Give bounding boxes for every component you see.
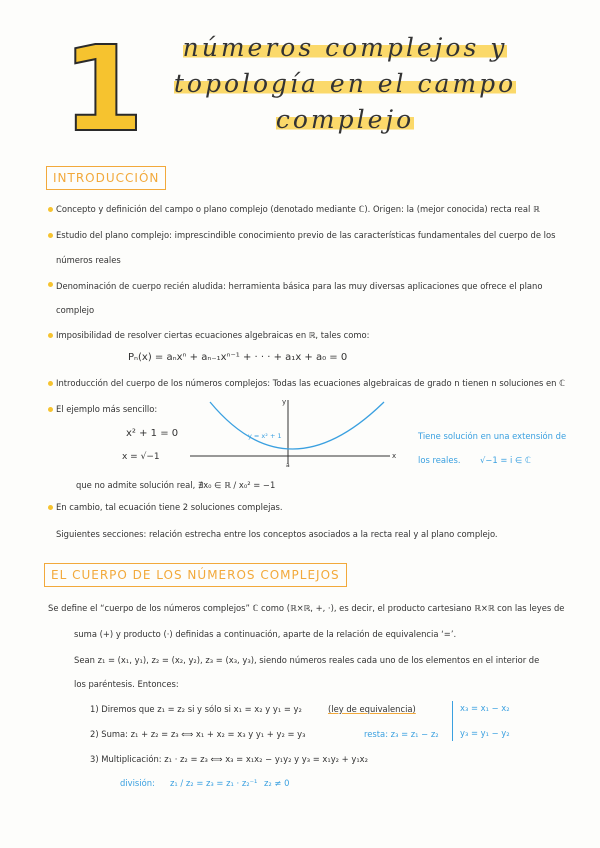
bullet-dot (48, 407, 53, 412)
elements-line-1: Sean z₁ = (x₁, y₁), z₂ = (x₂, y₂), z₃ = (x₃, y₃), siendo números reales cada uno de los elementos en el interior de (74, 655, 540, 665)
intro-bullet-3a: Denominación de cuerpo recién aludida: herramienta básica para las muy diversas aplicaciones que ofrece el plano (56, 281, 543, 291)
title-line-2: topología en el campo (173, 69, 517, 98)
bullet-dot (48, 233, 53, 238)
chapter-title (160, 30, 530, 138)
intro-bullet-5: Introducción del cuerpo de los números complejos: Todas las ecuaciones algebraicas de grado n tienen n soluciones en ℂ (56, 378, 566, 388)
rule-sum: 2) Suma: z₁ + z₂ = z₃ ⟺ x₁ + x₂ = x₃ y y₁ + y₂ = y₃ (90, 729, 306, 739)
elements-line-2: los paréntesis. Entonces: (74, 679, 179, 689)
subtraction-x: x₃ = x₁ − x₂ (460, 703, 510, 713)
intro-bullet-1: Concepto y definición del campo o plano complejo (denotado mediante ℂ). Origen: la (mejor conocida) recta real ℝ (56, 204, 540, 214)
rule-multiplication: 3) Multiplicación: z₁ · z₂ = z₃ ⟺ x₃ = x₁x₂ − y₁y₂ y y₃ = x₁y₂ + y₁x₂ (90, 754, 368, 764)
title-line-3: complejo (275, 105, 415, 134)
rule-equivalence-note: (ley de equivalencia) (328, 704, 416, 714)
rule-equivalence: 1) Diremos que z₁ = z₂ si y sólo si x₁ = x₂ y y₁ = y₂ (90, 704, 302, 714)
intro-bullet-7: En cambio, tal ecuación tiene 2 soluciones complejas. (56, 502, 283, 512)
bullet-dot (48, 282, 53, 287)
parabola-graph (190, 396, 400, 476)
intro-bullet-4: Imposibilidad de resolver ciertas ecuaciones algebraicas en ℝ, tales como: (56, 330, 370, 340)
intro-bullet-2b: números reales (56, 255, 121, 265)
division-label: división: (120, 778, 155, 788)
intro-bullet-6: El ejemplo más sencillo: (56, 404, 158, 414)
next-sections-note: Siguientes secciones: relación estrecha entre los conceptos asociados a la recta real y al plano complejo. (56, 529, 498, 539)
extension-note-2: los reales. (418, 455, 461, 465)
no-real-solution: que no admite solución real, ∄x₀ ∈ ℝ / x₀² = −1 (76, 480, 276, 490)
chapter-number: 1 (62, 20, 145, 158)
definition-line-1: Se define el “cuerpo de los números complejos” ℂ como (ℝ×ℝ, +, ·), es decir, el producto cartesiano ℝ×ℝ con las leyes de (48, 603, 565, 613)
extension-note-1: Tiene solución en una extensión de (418, 431, 567, 441)
subtraction-y: y₃ = y₁ − y₂ (460, 728, 510, 738)
bullet-dot (48, 333, 53, 338)
division-condition: z₂ ≠ 0 (264, 778, 290, 788)
origin-label: a (286, 462, 290, 469)
y-axis-label: y (282, 398, 287, 406)
intro-bullet-2a: Estudio del plano complejo: imprescindible conocimiento previo de las características fundamentales del cuerpo de los (56, 230, 556, 240)
brace (452, 701, 457, 741)
section-heading-intro: INTRODUCCIÓN (46, 166, 166, 190)
division-equation: z₁ / z₂ = z₃ = z₁ · z₂⁻¹ (170, 778, 258, 788)
x-axis-label: x (392, 452, 397, 460)
intro-bullet-3b: complejo (56, 305, 95, 315)
parabola-label: y = x² + 1 (248, 432, 282, 440)
bullet-dot (48, 505, 53, 510)
definition-line-2: suma (+) y producto (·) definidas a continuación, aparte de la relación de equivalencia ‘=’. (74, 629, 457, 639)
section-heading-complex-field: EL CUERPO DE LOS NÚMEROS COMPLEJOS (44, 563, 347, 587)
title-line-1: números complejos y (182, 33, 508, 62)
rule-subtraction: resta: z₃ = z₁ − z₂ (364, 729, 439, 739)
parabola-curve (210, 402, 384, 449)
bullet-dot (48, 381, 53, 386)
equation-solution: x = √−1 (122, 452, 160, 462)
extension-note-3: √−1 = i ∈ ℂ (480, 455, 531, 465)
polynomial-equation: Pₙ(x) = aₙxⁿ + aₙ₋₁xⁿ⁻¹ + · · · + a₁x + a₀ = 0 (128, 352, 348, 363)
simple-equation: x² + 1 = 0 (126, 428, 179, 439)
bullet-dot (48, 207, 53, 212)
